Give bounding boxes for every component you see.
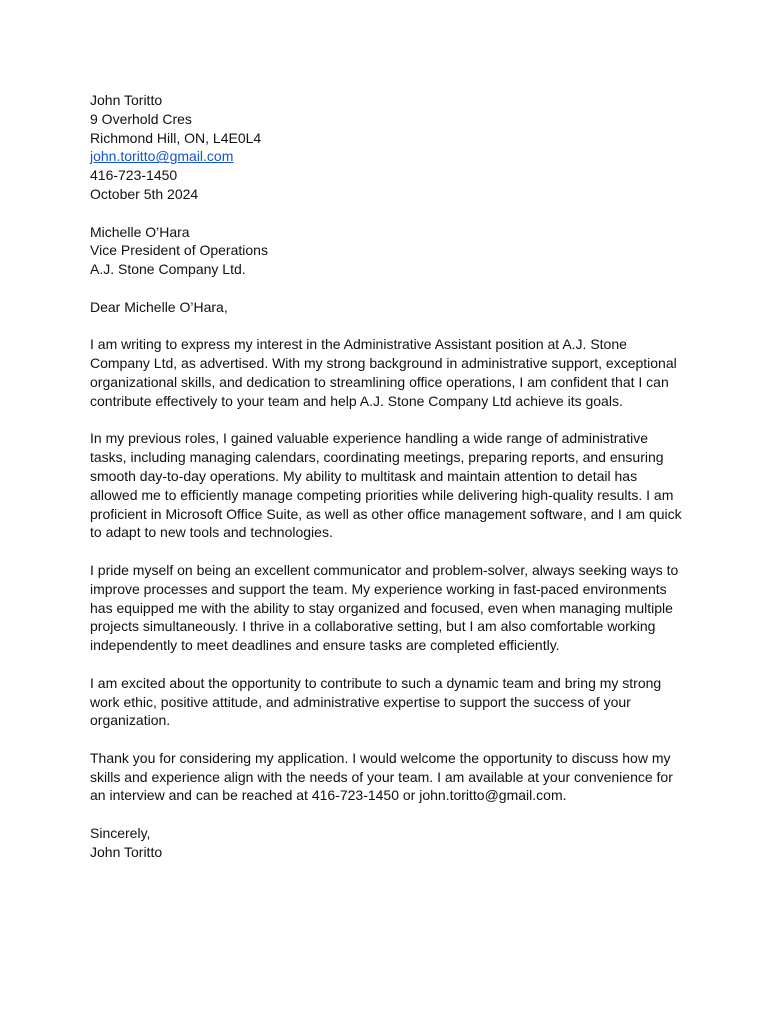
sender-city: Richmond Hill, ON, L4E0L4 xyxy=(90,129,262,146)
recipient-company: A.J. Stone Company Ltd. xyxy=(90,261,246,278)
letter-page xyxy=(90,91,690,862)
spacer xyxy=(90,317,690,336)
sender-email-link[interactable]: john.toritto@gmail.com xyxy=(90,148,234,165)
paragraph-3 xyxy=(90,561,690,655)
paragraph-line: tasks, including managing calendars, coordinating meetings, preparing reports, and ensuring xyxy=(90,449,664,466)
paragraph-line: I am excited about the opportunity to contribute to such a dynamic team and bring my strong xyxy=(90,674,662,691)
paragraph-line: In my previous roles, I gained valuable experience handling a wide range of administrative xyxy=(90,430,648,447)
salutation: Dear Michelle O’Hara, xyxy=(90,298,228,315)
spacer xyxy=(90,204,690,223)
recipient-name: Michelle O’Hara xyxy=(90,223,190,240)
paragraph-line: organization. xyxy=(90,712,171,729)
paragraph-line: proficient in Microsoft Office Suite, as well as other office management software, and I am quick xyxy=(90,505,682,522)
paragraph-line: independently to meet deadlines and ensure tasks are completed efficiently. xyxy=(90,637,560,654)
spacer xyxy=(90,542,690,561)
paragraph-line: skills and experience align with the needs of your team. I am available at your convenience for xyxy=(90,768,673,785)
paragraph-2 xyxy=(90,429,690,542)
paragraph-line: Thank you for considering my application. I would welcome the opportunity to discuss how my xyxy=(90,749,671,766)
paragraph-line: has equipped me with the ability to stay organized and focused, even when managing multiple xyxy=(90,599,673,616)
paragraph-line: work ethic, positive attitude, and administrative expertise to support the success of your xyxy=(90,693,631,710)
paragraph-1 xyxy=(90,335,690,410)
paragraph-line: contribute effectively to your team and help A.J. Stone Company Ltd achieve its goals. xyxy=(90,392,623,409)
paragraph-line: to adapt to new tools and technologies. xyxy=(90,524,333,541)
sender-street: 9 Overhold Cres xyxy=(90,110,192,127)
paragraph-line: organizational skills, and dedication to streamlining office operations, I am confident that I can xyxy=(90,373,669,390)
paragraph-5 xyxy=(90,749,690,805)
recipient-block xyxy=(90,223,690,279)
sender-name: John Toritto xyxy=(90,92,163,108)
paragraph-line: an interview and can be reached at 416-723-1450 or john.toritto@gmail.com. xyxy=(90,787,567,804)
paragraph-line: improve processes and support the team. My experience working in fast-paced environments xyxy=(90,580,667,597)
spacer xyxy=(90,730,690,749)
valediction: Sincerely, xyxy=(90,825,151,842)
paragraph-line: smooth day-to-day operations. My ability to multitask and maintain attention to detail has xyxy=(90,467,638,484)
spacer xyxy=(90,655,690,674)
sender-phone: 416-723-1450 xyxy=(90,167,178,184)
letter-date: October 5th 2024 xyxy=(90,185,199,202)
paragraph-line: projects simultaneously. I thrive in a collaborative setting, but I am also comfortable working xyxy=(90,618,656,635)
paragraph-line: allowed me to efficiently manage competing priorities while delivering high-quality results. I am xyxy=(90,486,674,503)
spacer xyxy=(90,805,690,824)
paragraph-4 xyxy=(90,674,690,730)
recipient-title: Vice President of Operations xyxy=(90,242,268,259)
sender-block xyxy=(90,91,690,204)
paragraph-line: Company Ltd, as advertised. With my strong background in administrative support, exceptional xyxy=(90,355,677,372)
paragraph-line: I pride myself on being an excellent communicator and problem-solver, always seeking ways to xyxy=(90,561,679,578)
signature-name: John Toritto xyxy=(90,843,163,860)
paragraph-line: I am writing to express my interest in the Administrative Assistant position at A.J. Stone xyxy=(90,336,627,353)
spacer xyxy=(90,411,690,430)
closing-block xyxy=(90,824,690,862)
spacer xyxy=(90,279,690,298)
